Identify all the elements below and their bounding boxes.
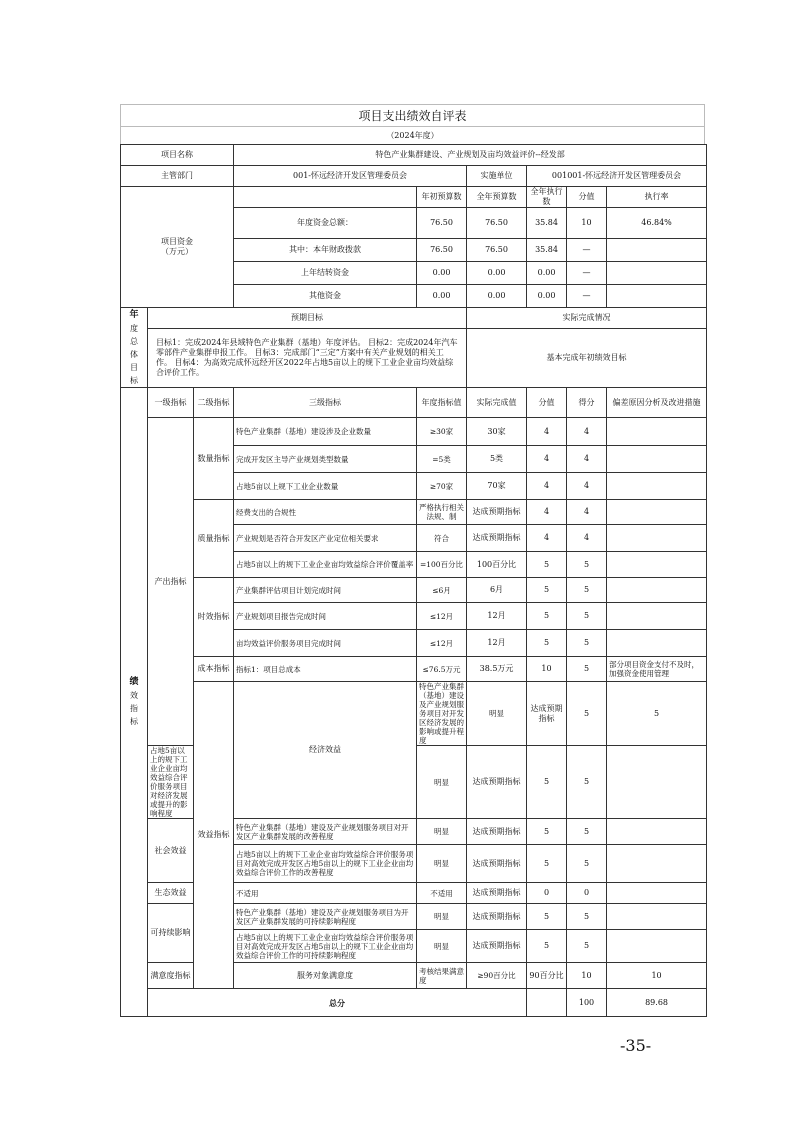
actual-value: 12月 [467, 630, 527, 657]
target-value: ≥70家 [417, 473, 467, 500]
fund-row-value: 35.84 [527, 239, 567, 262]
project-name-value: 特色产业集群建设、产业规划及亩均效益评价--经发部 [234, 145, 707, 166]
indicator-header: 偏差原因分析及改进措施 [607, 388, 707, 418]
level3-indicator: 产业规划是否符合开发区产业定位相关要求 [234, 525, 417, 552]
actual-completion-text: 基本完成年初绩效目标 [467, 329, 707, 388]
expected-goal-text: 目标1：完成2024年县域特色产业集群（基地）年度评估。 目标2：完成2024年汽车零部件产业集群申报工作。 目标3：完成部门“三定”方案中有关产业规划的相关工作。 目标4：为高效完成怀远经开区2022年占地5亩以上的规下工业企业亩均效益综合评价工作。 [148, 329, 467, 388]
total-score: 100 [567, 989, 607, 1017]
indicator-header: 年度指标值 [417, 388, 467, 418]
score-value: 0 [527, 883, 567, 904]
score-value: 4 [527, 473, 567, 500]
got-value: 5 [567, 930, 607, 963]
score-value: 5 [527, 630, 567, 657]
funds-header-blank [234, 187, 417, 208]
actual-value: 达成预期指标 [467, 904, 527, 930]
got-value: 10 [607, 963, 707, 989]
got-value: 4 [567, 446, 607, 473]
level3-indicator: 特色产业集群（基地）建设及产业规划服务项目对开发区产业集群发展的改善程度 [234, 819, 417, 845]
deviation-note [607, 500, 707, 525]
got-value: 5 [567, 904, 607, 930]
score-value: 10 [527, 657, 567, 682]
target-value: 符合 [417, 525, 467, 552]
funds-header: 年初预算数 [417, 187, 467, 208]
indicator-header: 得分 [567, 388, 607, 418]
got-value: 4 [567, 473, 607, 500]
got-value: 5 [607, 682, 707, 746]
level2-indicator: 经济效益 [234, 682, 417, 819]
level3-indicator: 经费支出的合规性 [234, 500, 417, 525]
dept-value: 001-怀远经济开发区管理委员会 [234, 166, 467, 187]
page-number: -35- [620, 1036, 652, 1055]
actual-value: 12月 [467, 603, 527, 630]
fund-row-value: 0.00 [527, 285, 567, 308]
level3-indicator: 占地5亩以上的规下工业企业亩均效益综合评价覆盖率 [234, 552, 417, 578]
fund-row-value: 0.00 [467, 285, 527, 308]
target-value: 明显 [417, 930, 467, 963]
actual-value: 达成预期指标 [467, 500, 527, 525]
funds-label: 项目资金 （万元） [121, 187, 234, 308]
indicators-side-label: 绩 效 指 标 [121, 388, 148, 1017]
funds-header: 全年执行数 [527, 187, 567, 208]
score-value: 5 [567, 682, 607, 746]
got-value: 5 [567, 819, 607, 845]
fund-row-value: 76.50 [467, 239, 527, 262]
level3-indicator: 完成开发区主导产业规划类型数量 [234, 446, 417, 473]
level3-indicator: 产业集群评估项目计划完成时间 [234, 578, 417, 603]
level3-indicator: 占地5亩以上的规下工业企业亩均效益综合评价服务项目对高效完成开发区占地5亩以上的规下工业企业亩均效益综合评价工作的可持续影响程度 [234, 930, 417, 963]
level3-indicator: 不适用 [234, 883, 417, 904]
got-value: 5 [567, 746, 607, 819]
deviation-note [607, 845, 707, 883]
target-value: ≥90百分比 [467, 963, 527, 989]
target-value: 不适用 [417, 883, 467, 904]
fund-row-label: 其中：本年财政拨款 [234, 239, 417, 262]
document-year: （2024年度） [120, 126, 705, 144]
fund-row-value: 0.00 [417, 262, 467, 285]
target-value: 明显 [417, 819, 467, 845]
indicator-header: 二级指标 [194, 388, 234, 418]
fund-row-value: 76.50 [417, 239, 467, 262]
target-value: 明显 [417, 904, 467, 930]
got-value: 5 [567, 845, 607, 883]
deviation-note [607, 630, 707, 657]
level1-indicator: 效益指标 [194, 682, 234, 989]
actual-value: 达成预期指标 [467, 746, 527, 819]
fund-row-label: 年度资金总额： [234, 208, 417, 239]
fund-row-value: 0.00 [527, 262, 567, 285]
got-value: 4 [567, 418, 607, 446]
score-value: 5 [527, 552, 567, 578]
level3-indicator: 产业规划项目报告完成时间 [234, 603, 417, 630]
target-value: ≤6月 [417, 578, 467, 603]
indicator-header: 一级指标 [148, 388, 194, 418]
got-value: 5 [567, 578, 607, 603]
level2-indicator: 成本指标 [194, 657, 234, 682]
project-name-label: 项目名称 [121, 145, 234, 166]
target-value: =5类 [417, 446, 467, 473]
deviation-note: 部分项目资金支付不及时，加强资金使用管理 [607, 657, 707, 682]
fund-row-value: 0.00 [467, 262, 527, 285]
deviation-note [607, 819, 707, 845]
level1-indicator: 产出指标 [148, 418, 194, 746]
got-value: 5 [567, 657, 607, 682]
total-label: 总分 [148, 989, 527, 1017]
indicator-row [121, 500, 707, 525]
deviation-note [607, 746, 707, 819]
fund-row-value: 76.50 [417, 208, 467, 239]
fund-row-value [607, 285, 707, 308]
expected-goal-header: 预期目标 [148, 308, 467, 329]
level2-indicator: 服务对象满意度 [234, 963, 417, 989]
target-value: 明显 [417, 845, 467, 883]
score-value: 5 [527, 603, 567, 630]
score-value: 5 [527, 930, 567, 963]
total-got: 89.68 [607, 989, 707, 1017]
funds-header: 全年预算数 [467, 187, 527, 208]
fund-row-value: 10 [567, 208, 607, 239]
fund-row-value: 0.00 [417, 285, 467, 308]
level2-indicator: 数量指标 [194, 418, 234, 500]
score-value: 5 [527, 845, 567, 883]
actual-value: 100百分比 [467, 552, 527, 578]
fund-row-value: — [567, 285, 607, 308]
annual-goal-side-label: 年 度 总 体 目 标 [121, 308, 148, 388]
level3-indicator: 占地5亩以上的规下工业企业亩均效益综合评价服务项目对高效完成开发区占地5亩以上的规下工业企业亩均效益综合评价工作的改善程度 [234, 845, 417, 883]
actual-value: 70家 [467, 473, 527, 500]
target-value: ≤76.5万元 [417, 657, 467, 682]
actual-value: 30家 [467, 418, 527, 446]
score-value: 4 [527, 500, 567, 525]
level2-indicator: 生态效益 [148, 883, 194, 904]
actual-value: 达成预期指标 [527, 682, 567, 746]
deviation-note [607, 883, 707, 904]
deviation-note [607, 473, 707, 500]
level2-indicator: 质量指标 [194, 500, 234, 578]
score-value: 4 [527, 418, 567, 446]
deviation-note [607, 578, 707, 603]
actual-value: 5类 [467, 446, 527, 473]
indicator-row [121, 657, 707, 682]
score-value: 5 [527, 578, 567, 603]
deviation-note [607, 552, 707, 578]
level3-indicator: 特色产业集群（基地）建设及产业规划服务项目对开发区经济发展的影响或提升程度 [417, 682, 467, 746]
level3-indicator: 特色产业集群（基地）建设及产业规划服务项目为开发区产业集群发展的可持续影响程度 [234, 904, 417, 930]
document-title: 项目支出绩效自评表 [120, 104, 705, 126]
fund-row-value: 35.84 [527, 208, 567, 239]
level2-indicator: 可持续影响 [148, 904, 194, 963]
level3-indicator: 亩均效益评价服务项目完成时间 [234, 630, 417, 657]
target-value: =100百分比 [417, 552, 467, 578]
level2-indicator: 社会效益 [148, 819, 194, 883]
unit-label: 实施单位 [467, 166, 527, 187]
got-value: 0 [567, 883, 607, 904]
total-blank [527, 989, 567, 1017]
got-value: 4 [567, 500, 607, 525]
indicator-header: 分值 [527, 388, 567, 418]
level1-indicator: 满意度指标 [148, 963, 194, 989]
target-value: ≤12月 [417, 603, 467, 630]
deviation-note [607, 904, 707, 930]
actual-value: 38.5万元 [467, 657, 527, 682]
unit-value: 001001-怀远经济开发区管理委员会 [527, 166, 707, 187]
actual-completion-header: 实际完成情况 [467, 308, 707, 329]
score-value: 4 [527, 525, 567, 552]
indicator-row [121, 418, 707, 446]
deviation-note [607, 418, 707, 446]
evaluation-table [120, 144, 707, 1017]
fund-row-value: — [567, 262, 607, 285]
score-value: 5 [527, 819, 567, 845]
score-value: 4 [527, 446, 567, 473]
got-value: 5 [567, 603, 607, 630]
dept-label: 主管部门 [121, 166, 234, 187]
indicator-row [121, 682, 707, 746]
deviation-note [607, 525, 707, 552]
target-value: 严格执行相关法规、制 [417, 500, 467, 525]
fund-row-value [607, 239, 707, 262]
actual-value: 达成预期指标 [467, 525, 527, 552]
fund-row-label: 其他资金 [234, 285, 417, 308]
score-value: 10 [567, 963, 607, 989]
actual-value: 达成预期指标 [467, 930, 527, 963]
level3-indicator: 考核结果满意度 [417, 963, 467, 989]
got-value: 5 [567, 630, 607, 657]
deviation-note [607, 930, 707, 963]
actual-value: 达成预期指标 [467, 819, 527, 845]
indicator-row [121, 578, 707, 603]
got-value: 5 [567, 552, 607, 578]
level3-indicator: 指标1：项目总成本 [234, 657, 417, 682]
level3-indicator: 占地5亩以上规下工业企业数量 [234, 473, 417, 500]
target-value: 明显 [417, 746, 467, 819]
level2-indicator: 时效指标 [194, 578, 234, 657]
actual-value: 达成预期指标 [467, 845, 527, 883]
target-value: 明显 [467, 682, 527, 746]
score-value: 5 [527, 904, 567, 930]
level3-indicator: 特色产业集群（基地）建设涉及企业数量 [234, 418, 417, 446]
actual-value: 达成预期指标 [467, 883, 527, 904]
actual-value: 6月 [467, 578, 527, 603]
target-value: ≥30家 [417, 418, 467, 446]
actual-value: 90百分比 [527, 963, 567, 989]
fund-row-value: 76.50 [467, 208, 527, 239]
got-value: 4 [567, 525, 607, 552]
fund-row-value: — [567, 239, 607, 262]
indicator-header: 实际完成值 [467, 388, 527, 418]
fund-row-label: 上年结转资金 [234, 262, 417, 285]
indicator-header: 三级指标 [234, 388, 417, 418]
level3-indicator: 占地5亩以上的规下工业企业亩均效益综合评价服务项目对经济发展或提升的影响程度 [148, 746, 194, 819]
funds-header: 分值 [567, 187, 607, 208]
fund-row-value [607, 262, 707, 285]
funds-header: 执行率 [607, 187, 707, 208]
score-value: 5 [527, 746, 567, 819]
target-value: ≤12月 [417, 630, 467, 657]
deviation-note [607, 603, 707, 630]
fund-row-value: 46.84% [607, 208, 707, 239]
deviation-note [607, 446, 707, 473]
